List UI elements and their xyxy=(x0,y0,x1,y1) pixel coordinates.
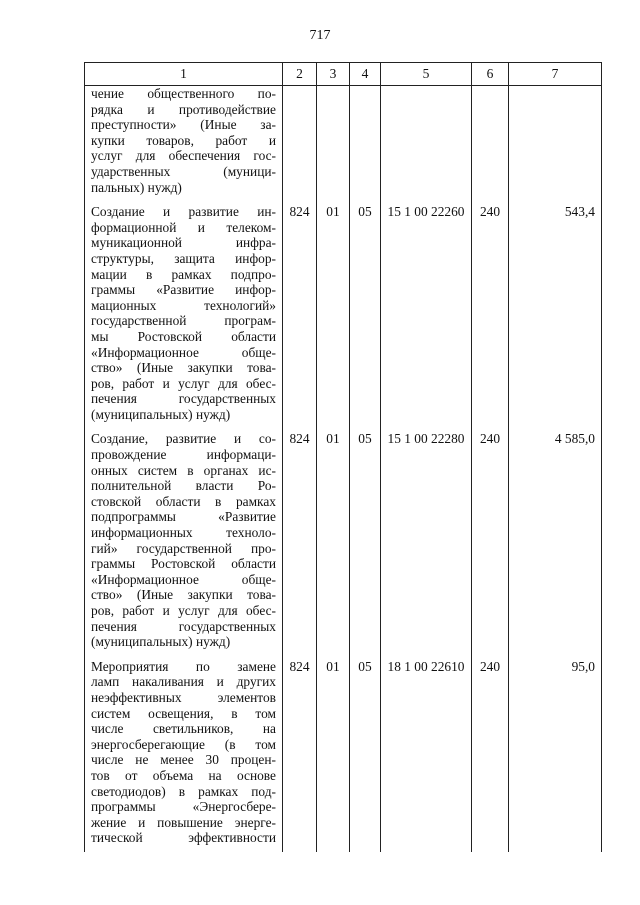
description-line: ров, работ и услуг для обес- xyxy=(91,375,276,391)
expense-type-code xyxy=(472,86,509,202)
description-line: числе не менее 30 процен- xyxy=(91,752,276,768)
description-line: числе светильников, на xyxy=(91,721,276,737)
description-line: ров, работ и услуг для обес- xyxy=(91,603,276,618)
description-line: ламп накаливания и других xyxy=(91,674,276,690)
description-line: Создание и развитие ин- xyxy=(91,204,276,220)
table-row xyxy=(85,201,602,428)
description-line: мации в рамках подпро- xyxy=(91,266,276,282)
expense-description xyxy=(85,201,283,428)
description-line: онных систем в органах ис- xyxy=(91,462,276,478)
description-line: граммы Ростовской области xyxy=(91,556,276,572)
target-article-code: 18 1 00 22610 xyxy=(381,656,472,852)
description-line: ство» (Иные закупки това- xyxy=(91,587,276,603)
column-header: 6 xyxy=(472,63,509,86)
description-line: преступности» (Иные за- xyxy=(91,117,276,133)
description-line: подпрограммы «Развитие xyxy=(91,509,276,525)
expense-type-code: 240 xyxy=(472,428,509,655)
description-line: мационных технологий» xyxy=(91,297,276,313)
expense-type-code: 240 xyxy=(472,201,509,428)
column-header: 2 xyxy=(283,63,317,86)
amount: 543,4 xyxy=(509,201,602,428)
column-header-row xyxy=(85,63,602,86)
description-line: печения государственных xyxy=(91,391,276,407)
amount xyxy=(509,86,602,202)
description-line: «Информационное обще- xyxy=(91,571,276,587)
description-line: (муниципальных) нужд) xyxy=(91,634,231,650)
subsection-code: 05 xyxy=(350,656,381,852)
page-number: 717 xyxy=(309,28,331,43)
description-line: стовской области в рамках xyxy=(91,493,276,509)
subsection-code xyxy=(350,86,381,202)
column-header: 5 xyxy=(381,63,472,86)
description-line: тов от объема на основе xyxy=(91,767,276,783)
amount: 4 585,0 xyxy=(509,428,602,655)
target-article-code xyxy=(381,86,472,202)
description-line: муникационной инфра- xyxy=(91,235,276,251)
ministry-code: 824 xyxy=(283,656,317,852)
section-code: 01 xyxy=(317,428,350,655)
target-article-code: 15 1 00 22280 xyxy=(381,428,472,655)
expense-description xyxy=(85,656,283,852)
description-line: структуры, защита инфор- xyxy=(91,250,276,266)
description-line: ударственных (муници- xyxy=(91,163,276,179)
description-line: купки товаров, работ и xyxy=(91,132,276,148)
column-header: 7 xyxy=(509,63,602,86)
subsection-code: 05 xyxy=(350,201,381,428)
description-line: светодиодов) в рамках под- xyxy=(91,783,276,799)
table-row xyxy=(85,656,602,852)
ministry-code xyxy=(283,86,317,202)
target-article-code: 15 1 00 22260 xyxy=(381,201,472,428)
amount: 95,0 xyxy=(509,656,602,852)
section-code: 01 xyxy=(317,656,350,852)
description-line: ство» (Иные закупки това- xyxy=(91,360,276,376)
description-line: «Информационное обще- xyxy=(91,344,276,360)
description-line: гий» государственной про- xyxy=(91,540,276,556)
description-line: программы «Энергосбере- xyxy=(91,799,276,815)
column-header: 3 xyxy=(317,63,350,86)
table-row xyxy=(85,86,602,202)
description-line: информационных техноло- xyxy=(91,525,276,541)
description-line: формационной и телеком- xyxy=(91,219,276,235)
description-line: пальных) нужд) xyxy=(91,179,182,195)
subsection-code: 05 xyxy=(350,428,381,655)
column-header: 4 xyxy=(350,63,381,86)
ministry-code: 824 xyxy=(283,428,317,655)
expense-description xyxy=(85,428,283,655)
section-code xyxy=(317,86,350,202)
ministry-code: 824 xyxy=(283,201,317,428)
expense-description xyxy=(85,86,283,202)
table-row xyxy=(85,428,602,655)
budget-table xyxy=(84,62,602,852)
section-code: 01 xyxy=(317,201,350,428)
description-line: жение и повышение энерге- xyxy=(91,814,276,830)
description-line: Создание, развитие и со- xyxy=(91,431,276,447)
description-line: печения государственных xyxy=(91,618,276,634)
description-line: (муниципальных) нужд) xyxy=(91,406,231,422)
description-line: тической эффективности xyxy=(91,830,276,846)
description-line: чение общественного по- xyxy=(91,86,276,101)
description-line: полнительной власти Ро- xyxy=(91,478,276,494)
description-line: рядка и противодействие xyxy=(91,101,276,117)
expense-type-code: 240 xyxy=(472,656,509,852)
description-line: государственной програм- xyxy=(91,313,276,329)
description-line: провождение информаци- xyxy=(91,447,276,463)
column-header: 1 xyxy=(85,63,283,86)
description-line: энергосберегающие (в том xyxy=(91,736,276,752)
description-line: граммы «Развитие инфор- xyxy=(91,282,276,298)
description-line: мы Ростовской области xyxy=(91,328,276,344)
description-line: неэффективных элементов xyxy=(91,689,276,705)
description-line: Мероприятия по замене xyxy=(91,658,276,674)
description-line: услуг для обеспечения гос- xyxy=(91,148,276,164)
description-line: систем освещения, в том xyxy=(91,705,276,721)
